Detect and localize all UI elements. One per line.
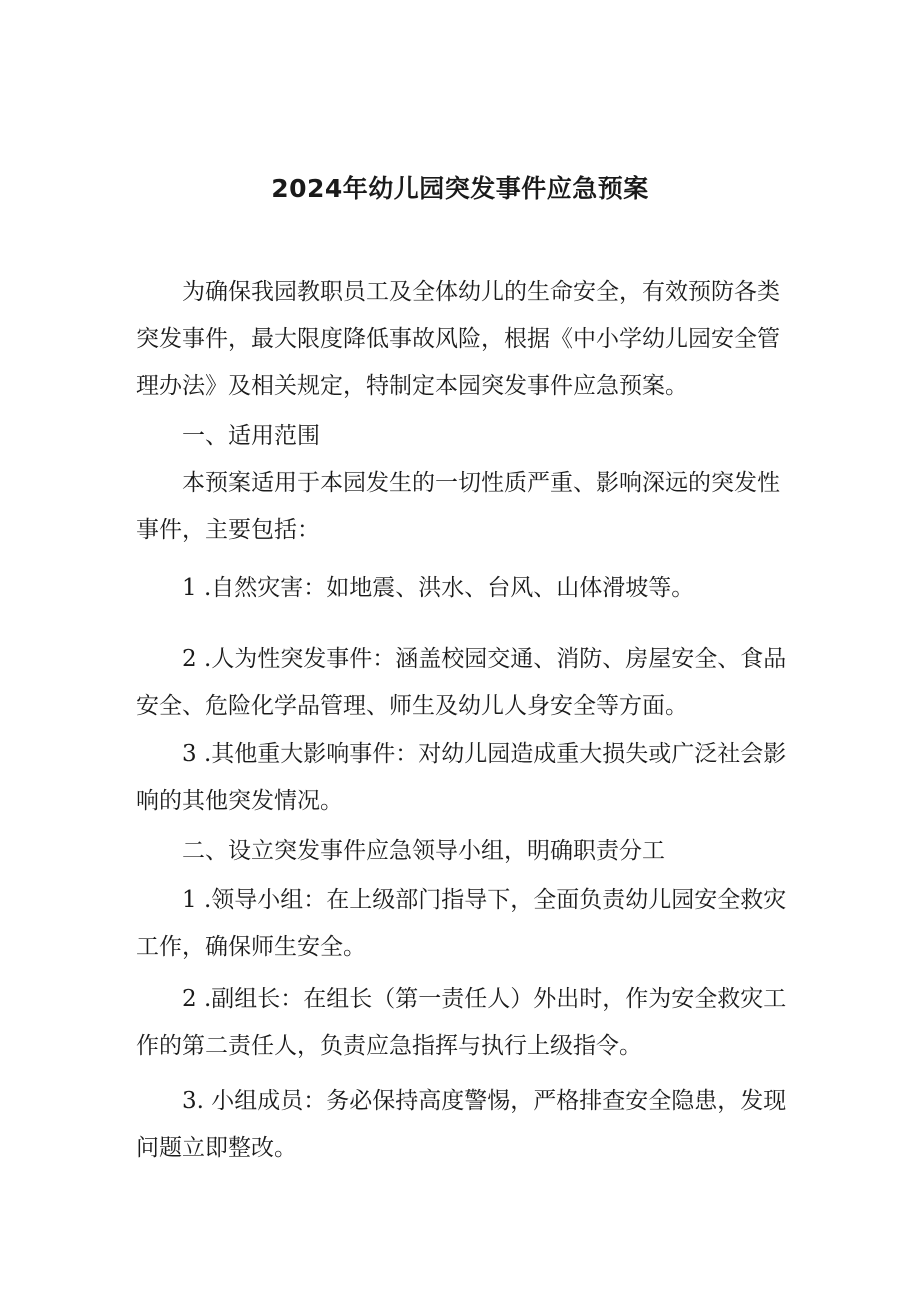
section-1-item-2-line-1: 2 .人为性突发事件：涵盖校园交通、消防、房屋安全、食品 [182,646,787,672]
intro-line-3: 理办法》及相关规定，特制定本园突发事件应急预案。 [136,373,688,399]
section-2-item-3-line-2: 问题立即整改。 [136,1135,297,1161]
intro-line-2: 突发事件，最大限度降低事故风险，根据《中小学幼儿园安全管 [136,326,780,352]
section-2-item-3-line-1: 3. 小组成员：务必保持高度警惕，严格排查安全隐患，发现 [182,1088,787,1114]
section-1-lead-line-2: 事件，主要包括： [136,517,320,543]
section-1-heading: 一、适用范围 [182,423,320,449]
section-2-item-2-line-1: 2 .副组长：在组长（第一责任人）外出时，作为安全救灾工 [182,986,787,1012]
section-1-item-1-line-1: 1 .自然灾害：如地震、洪水、台风、山体滑坡等。 [182,575,695,601]
section-1-item-2-line-2: 安全、危险化学品管理、师生及幼儿人身安全等方面。 [136,693,688,719]
section-1-item-3-line-1: 3 .其他重大影响事件：对幼儿园造成重大损失或广泛社会影 [182,741,787,767]
section-2-item-2-line-2: 作的第二责任人，负责应急指挥与执行上级指令。 [136,1033,642,1059]
section-1-lead-line-1: 本预案适用于本园发生的一切性质严重、影响深远的突发性 [182,470,780,496]
section-2-item-1-line-2: 工作，确保师生安全。 [136,934,366,960]
section-2-item-1-line-1: 1 .领导小组：在上级部门指导下，全面负责幼儿园安全救灾 [182,887,787,913]
document-title: 2024年幼儿园突发事件应急预案 [271,174,649,203]
intro-line-1: 为确保我园教职员工及全体幼儿的生命安全，有效预防各类 [182,279,780,305]
section-2-heading: 二、设立突发事件应急领导小组，明确职责分工 [182,838,665,864]
section-1-item-3-line-2: 响的其他突发情况。 [136,788,343,814]
